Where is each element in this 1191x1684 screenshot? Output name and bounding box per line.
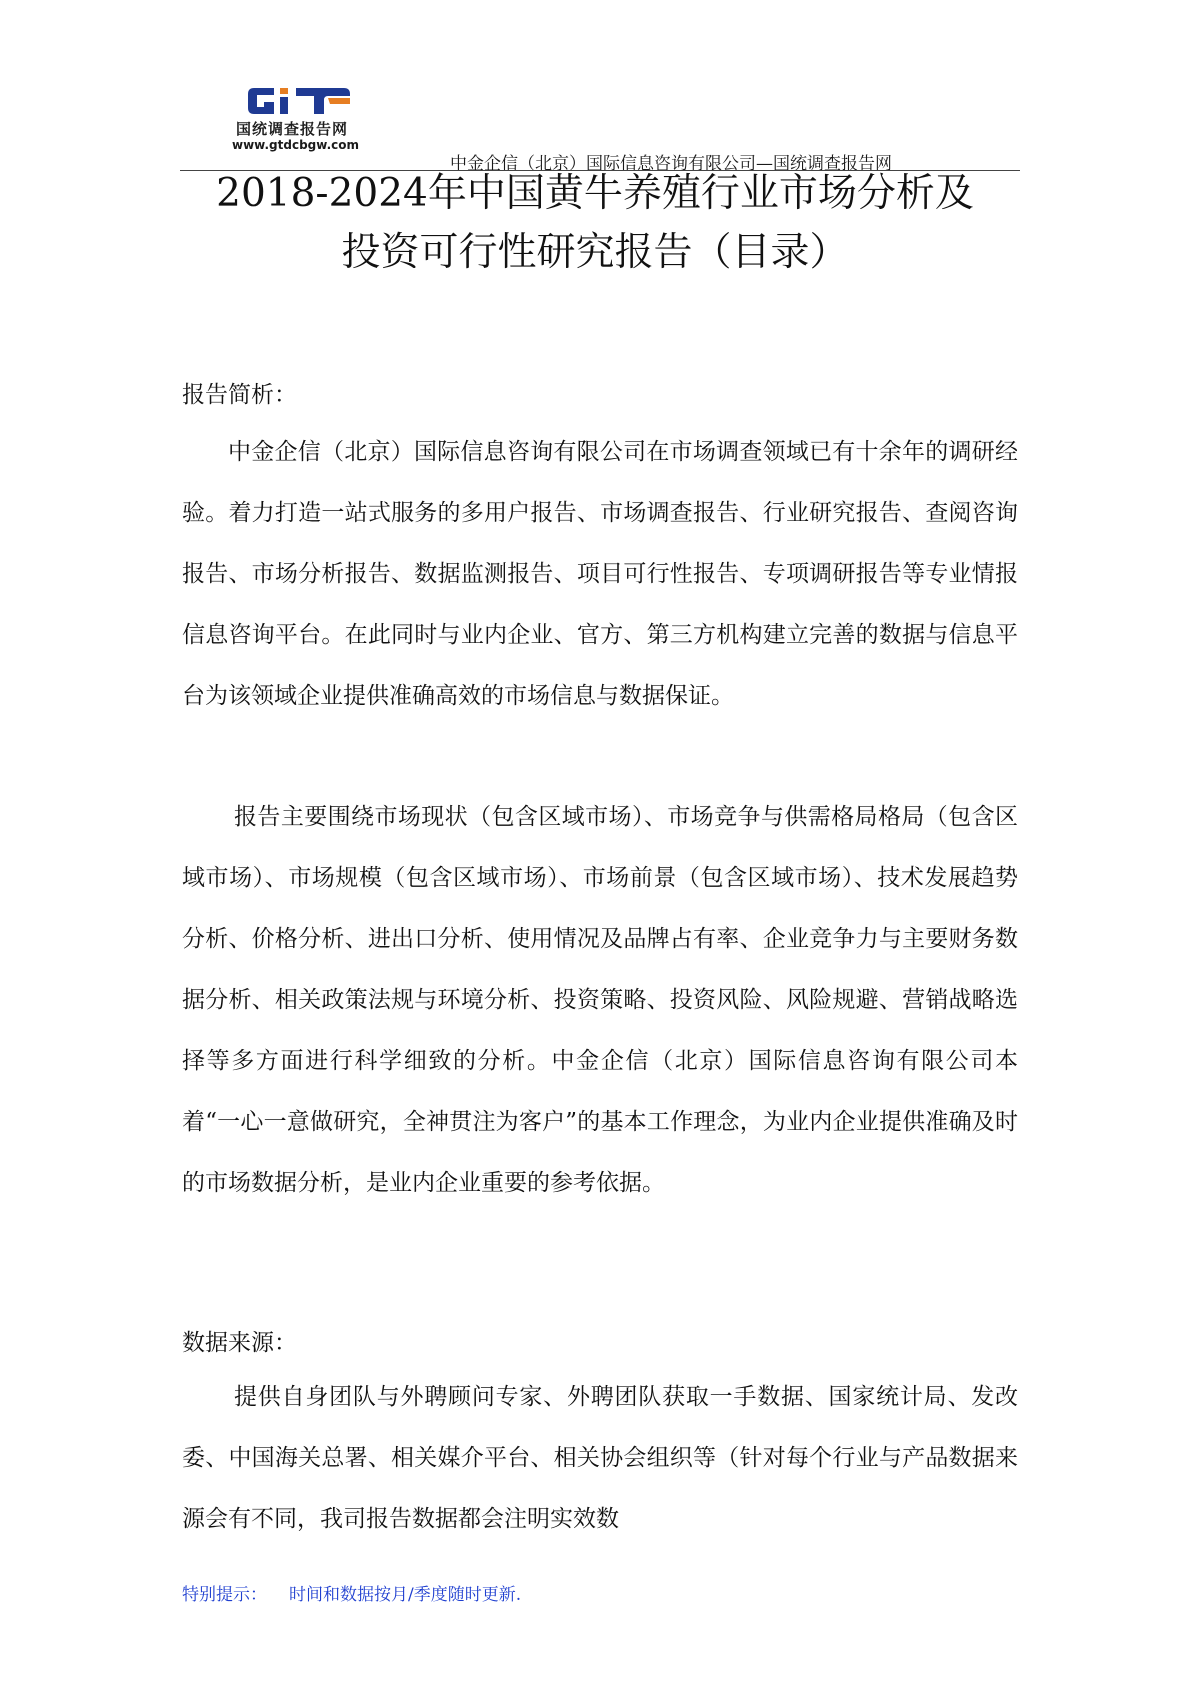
site-logo: [232, 84, 372, 156]
data-source-paragraph: 提供自身团队与外聘顾问专家、外聘团队获取一手数据、国家统计局、发改委、中国海关总署、相关媒介平台、相关协会组织等（针对每个行业与产品数据来源会有不同，我司报告数据都会注明实效数: [182, 1384, 1018, 1532]
summary-paragraph-2: 报告主要围绕市场现状（包含区域市场）、市场竞争与供需格局格局（包含区域市场）、市场规模（包含区域市场）、市场前景（包含区域市场）、技术发展趋势分析、价格分析、进出口分析、使用情况及品牌占有率、企业竞争力与主要财务数据分析、相关政策法规与环境分析、投资策略、投资风险、风险规避、营销战略选择等多方面进行科学细致的分析。中金企信（北京）国际信息咨询有限公司本着“一心一意做研究，全神贯注为客户”的基本工作理念，为业内企业提供准确及时的市场数据分析，是业内企业重要的参考依据。: [182, 804, 1018, 1196]
report-title-line1: 2018-2024年中国黄牛养殖行业市场分析及: [216, 171, 974, 216]
report-title-line2: 投资可行性研究报告（目录）: [341, 230, 849, 275]
header-company-name: 中金企信（北京）国际信息咨询有限公司—国统调查报告网: [450, 154, 892, 174]
report-title: [160, 164, 1030, 282]
data-source-label: 数据来源：: [182, 1330, 297, 1356]
logo-site-url: www.gtdcbgw.com: [232, 138, 359, 152]
summary-paragraph-1: 中金企信（北京）国际信息咨询有限公司在市场调查领域已有十余年的调研经验。着力打造一站式服务的多用户报告、市场调查报告、行业研究报告、查阅咨询报告、市场分析报告、数据监测报告、项目可行性报告、专项调研报告等专业情报信息咨询平台。在此同时与业内企业、官方、第三方机构建立完善的数据与信息平台为该领域企业提供准确高效的市场信息与数据保证。: [182, 439, 1018, 709]
special-notice-label: 特别提示：: [182, 1585, 267, 1605]
logo-site-name: 国统调查报告网: [236, 120, 349, 138]
special-notice-text: 时间和数据按月/季度随时更新.: [289, 1585, 522, 1605]
special-notice: [182, 1580, 521, 1605]
summary-label: 报告简析：: [182, 382, 297, 408]
gtdc-logo-icon: [244, 84, 354, 118]
